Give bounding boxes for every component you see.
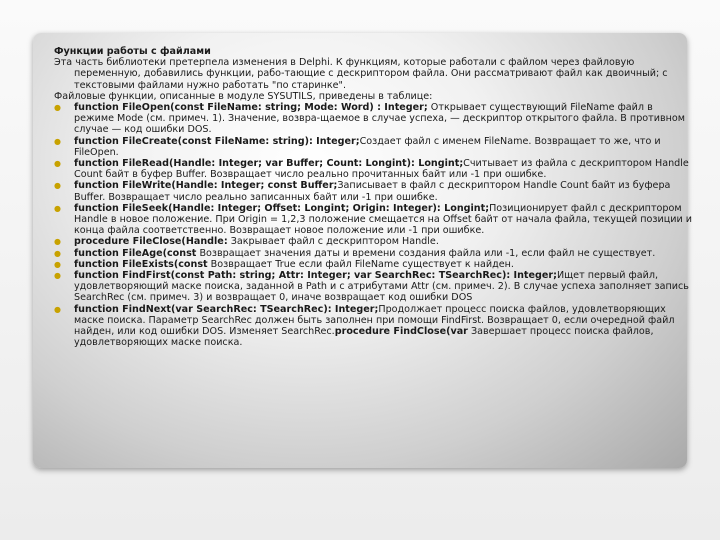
function-description: Считывает из файла с дескриптором Handle Count байт в буфер Buffer. Возвращает число реально прочитанных байт или -1 при ошибке. bbox=[74, 158, 689, 181]
list-item-findnext bbox=[54, 304, 694, 349]
function-description: Ищет первый файл, удовлетворяющий маске поиска, заданной в Path и с атрибутами Attr (см. примеч. 2). В случае успеха заполняет запись SearchRec (см. примеч. 3) и возвращает 0, иначе возвращает код ошибки DOS bbox=[74, 270, 689, 304]
list-item-filecreate bbox=[54, 136, 694, 158]
bullet-icon: ● bbox=[54, 103, 61, 113]
list-item-fileopen bbox=[54, 102, 694, 136]
function-signature: function FileCreate(const FileName: string): Integer; bbox=[74, 135, 360, 147]
bullet-icon: ● bbox=[54, 237, 61, 247]
function-signature-findclose: procedure FindClose(var bbox=[334, 326, 468, 338]
function-signature: function FindNext(var SearchRec: TSearchRec): Integer; bbox=[74, 303, 379, 315]
function-description: Открывает существующий FileName файл в режиме Mode (см. примеч. 1). Значение, возвра-щаемое в случае успеха, — дескриптор открытого файла. В противном случае — код ошибки DOS. bbox=[74, 102, 686, 136]
function-list bbox=[54, 102, 694, 348]
function-signature: function FileWrite(Handle: Integer; const Buffer; bbox=[74, 180, 338, 192]
function-signature: function FileRead(Handle: Integer; var Buffer; Count: Longint): Longint; bbox=[74, 158, 464, 170]
list-item-filewrite bbox=[54, 180, 694, 202]
function-description: Позиционирует файл с дескриптором Handle в новое положение. При Origin = 1,2,3 положение смещается на Offset байт от начала файла, текущей позиции и конца файла соответственно. Возвращает новое положение или -1 при ошибке. bbox=[74, 202, 693, 237]
function-description: Закрывает файл с дескриптором Handle. bbox=[227, 236, 439, 248]
function-description: Возвращает True если файл FileName существует к найден. bbox=[207, 258, 514, 270]
function-signature: procedure FileClose(Handle: bbox=[74, 236, 228, 248]
function-description: Возвращает значения даты и времени создания файла или -1, если файл не существует. bbox=[196, 247, 656, 259]
list-item-fileclose bbox=[54, 236, 694, 247]
function-description: Записывает в файл с дескриптором Handle Count байт из буфера Buffer. Возвращает число реально записанных байт или -1 при ошибке. bbox=[74, 180, 671, 203]
function-description-findclose: Завершает процесс поиска файлов, удовлетворяющих маске поиска. bbox=[74, 326, 654, 349]
bullet-icon: ● bbox=[54, 203, 61, 213]
bullet-icon: ● bbox=[54, 181, 61, 191]
function-signature: function FileOpen(const FileName: string; Mode: Word) : Integer; bbox=[74, 102, 428, 114]
bullet-icon: ● bbox=[54, 248, 61, 258]
bullet-icon: ● bbox=[54, 304, 61, 314]
function-signature: function FileSeek(Handle: Integer; Offset: Longint; Origin: Integer): Longint; bbox=[74, 202, 490, 214]
bullet-icon: ● bbox=[54, 159, 61, 169]
list-item-fileread bbox=[54, 158, 694, 180]
intro-paragraph: Эта часть библиотеки претерпела изменения в Delphi. К функциям, которые работали с файлом через файловую переменную, добавились функции, рабо-тающие с дескриптором файла. Они рассматривают файл как двоичный; с текстовыми файлами нужно работать "по старинке". bbox=[54, 57, 668, 91]
list-item-findfirst bbox=[54, 270, 694, 304]
function-signature: function FileExists(const bbox=[74, 258, 208, 270]
list-item-fileexists bbox=[54, 259, 694, 270]
bullet-icon: ● bbox=[54, 136, 61, 146]
slide-title: Функции работы с файлами bbox=[54, 46, 211, 57]
list-item-fileage bbox=[54, 248, 694, 259]
slide-content bbox=[54, 46, 694, 348]
function-signature: function FindFirst(const Path: string; Attr: Integer; var SearchRec: TSearchRec): Integer; bbox=[74, 270, 557, 282]
function-description: Создает файл с именем FileName. Возвращает то же, что и FileOpen. bbox=[74, 135, 661, 158]
list-item-fileseek bbox=[54, 203, 694, 237]
bullet-icon: ● bbox=[54, 259, 61, 269]
function-signature: function FileAge(const bbox=[74, 247, 197, 259]
bullet-icon: ● bbox=[54, 271, 61, 281]
function-description: Продолжает процесс поиска файлов, удовлетворяющих маске поиска. Параметр SearchRec должен быть заполнен при помощи FindFirst. Возвращает 0, если очередной файл найден, или код ошибки DOS. Изменяет SearchRec. bbox=[74, 303, 675, 338]
table-intro: Файловые функции, описанные в модуле SYSUTILS, приведены в таблице: bbox=[54, 90, 433, 102]
